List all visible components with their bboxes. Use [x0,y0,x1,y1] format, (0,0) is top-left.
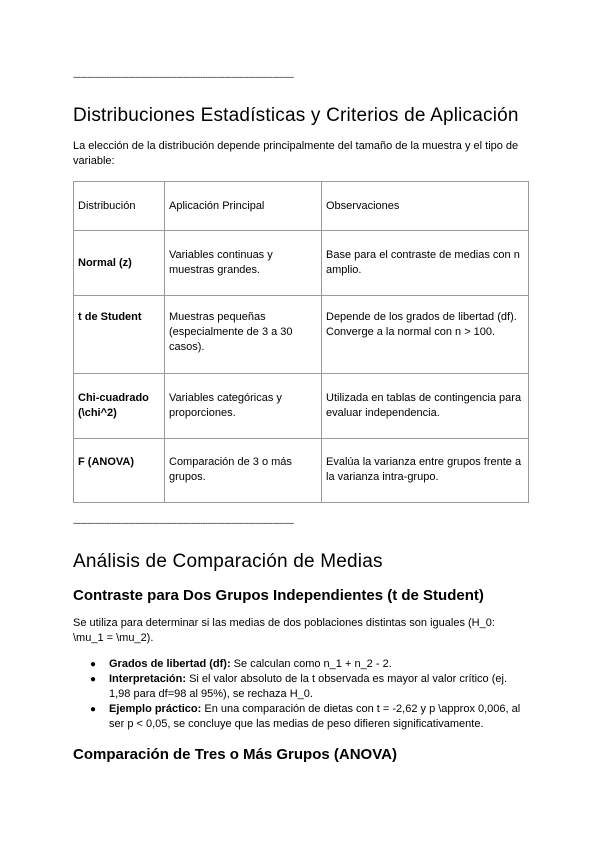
list-item [73,702,528,732]
subsection-title: Contraste para Dos Grupos Independientes (t de Student) [73,587,484,604]
bullet-label: Grados de libertad (df): [109,658,231,670]
application-cell: Comparación de 3 o más grupos. [165,439,322,503]
observation-cell: Base para el contraste de medias con n amplio. [322,231,529,296]
bullet-text: Si el valor absoluto de la t observada es mayor al valor crítico (ej. 1,98 para df=98 al 95%), se rechaza H_0. [109,673,507,700]
bullet-text: Se calculan como n_1 + n_2 - 2. [230,658,392,670]
divider-line: -------------------------------------------------------------------------------------------- [73,72,294,82]
bullet-list [73,657,528,732]
bullet-icon: ● [90,704,97,715]
table-row [74,439,529,503]
distribution-name: t de Student [74,296,165,374]
table-header-cell: Distribución [74,182,165,231]
application-cell: Variables categóricas y proporciones. [165,374,322,439]
distribution-table [73,181,529,503]
distribution-name: Normal (z) [74,231,165,296]
distribution-name: Chi-cuadrado (\chi^2) [74,374,165,439]
application-cell: Variables continuas y muestras grandes. [165,231,322,296]
observation-cell: Utilizada en tablas de contingencia para evaluar independencia. [322,374,529,439]
section-title: Distribuciones Estadísticas y Criterios de Aplicación [73,105,519,126]
bullet-text: En una comparación de dietas con t = -2,62 y p \approx 0,006, al ser p < 0,05, se concluye que las medias de peso difieren significativamente. [109,703,521,730]
table-row [74,296,529,374]
observation-cell: Evalúa la varianza entre grupos frente a la varianza intra-grupo. [322,439,529,503]
bullet-label: Interpretación: [109,673,187,685]
bullet-icon: ● [90,674,97,685]
table-header-cell: Observaciones [322,182,529,231]
subsection-title: Comparación de Tres o Más Grupos (ANOVA) [73,746,397,763]
list-item [73,672,528,702]
table-row [74,231,529,296]
table-row [74,374,529,439]
distribution-name: F (ANOVA) [74,439,165,503]
table-header-row [74,182,529,231]
section-title: Análisis de Comparación de Medias [73,551,383,572]
subsection-paragraph: Se utiliza para determinar si las medias de dos poblaciones distintas son iguales (H_0: \mu_1 = \mu_2). [73,617,495,644]
list-item [73,657,528,672]
table-header-cell: Aplicación Principal [165,182,322,231]
intro-paragraph: La elección de la distribución depende principalmente del tamaño de la muestra y el tipo de variable: [73,140,519,167]
application-cell: Muestras pequeñas (especialmente de 3 a 30 casos). [165,296,322,374]
bullet-label: Ejemplo práctico: [109,703,202,715]
bullet-icon: ● [90,659,97,670]
observation-cell: Depende de los grados de libertad (df). Converge a la normal con n > 100. [322,296,529,374]
divider-line: -------------------------------------------------------------------------------------------- [73,518,294,528]
